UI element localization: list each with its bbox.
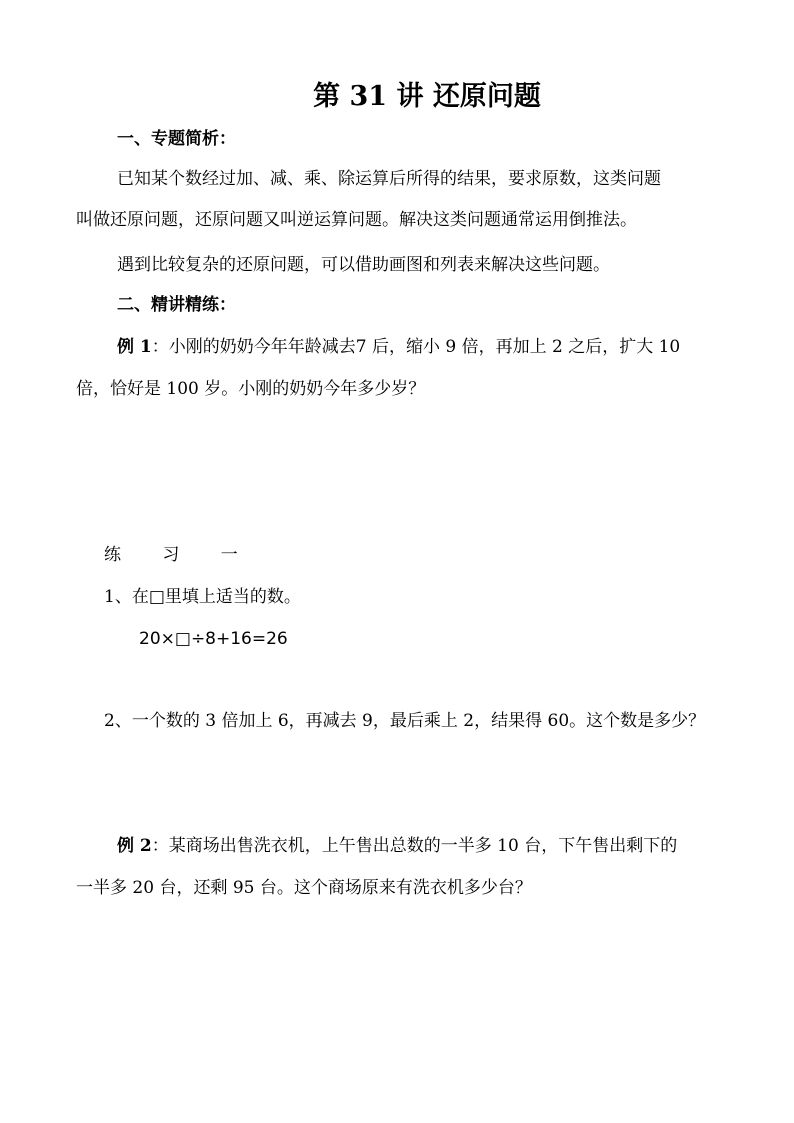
- example-2-line-1: [117, 835, 677, 857]
- page-title: 第 31 讲 还原问题: [313, 81, 541, 112]
- example-1-line-1: [117, 336, 680, 358]
- analysis-paragraph-line-1: 已知某个数经过加、减、乘、除运算后所得的结果，要求原数，这类问题: [117, 169, 661, 189]
- example-1-label: 例 1: [117, 337, 152, 357]
- example-2-line-2: 一半多 20 台，还剩 95 台。这个商场原来有洗衣机多少台？: [76, 878, 532, 898]
- question-1-text: 1、在□里填上适当的数。: [104, 587, 301, 607]
- section-heading-analysis: 一、专题简析：: [117, 129, 236, 149]
- analysis-paragraph-line-2: 叫做还原问题，还原问题又叫逆运算问题。解决这类问题通常运用倒推法。: [76, 210, 637, 230]
- question-2-text: 2、一个数的 3 倍加上 6，再减去 9，最后乘上 2，结果得 60。这个数是多少？: [104, 711, 706, 731]
- example-1-text: ：小刚的奶奶今年年龄减去7 后，缩小 9 倍，再加上 2 之后，扩大 10: [151, 337, 681, 357]
- practice-1-heading: 练 习 一: [104, 545, 256, 565]
- analysis-paragraph-2: 遇到比较复杂的还原问题，可以借助画图和列表来解决这些问题。: [117, 255, 610, 275]
- example-2-label: 例 2: [117, 836, 152, 856]
- example-1-line-2: 倍，恰好是 100 岁。小刚的奶奶今年多少岁？: [76, 379, 426, 399]
- example-2-text: ：某商场出售洗衣机，上午售出总数的一半多 10 台，下午售出剩下的: [151, 836, 678, 856]
- question-1-expression: 20×□÷8+16=26: [139, 629, 288, 649]
- section-heading-practice: 二、精讲精练：: [117, 295, 236, 315]
